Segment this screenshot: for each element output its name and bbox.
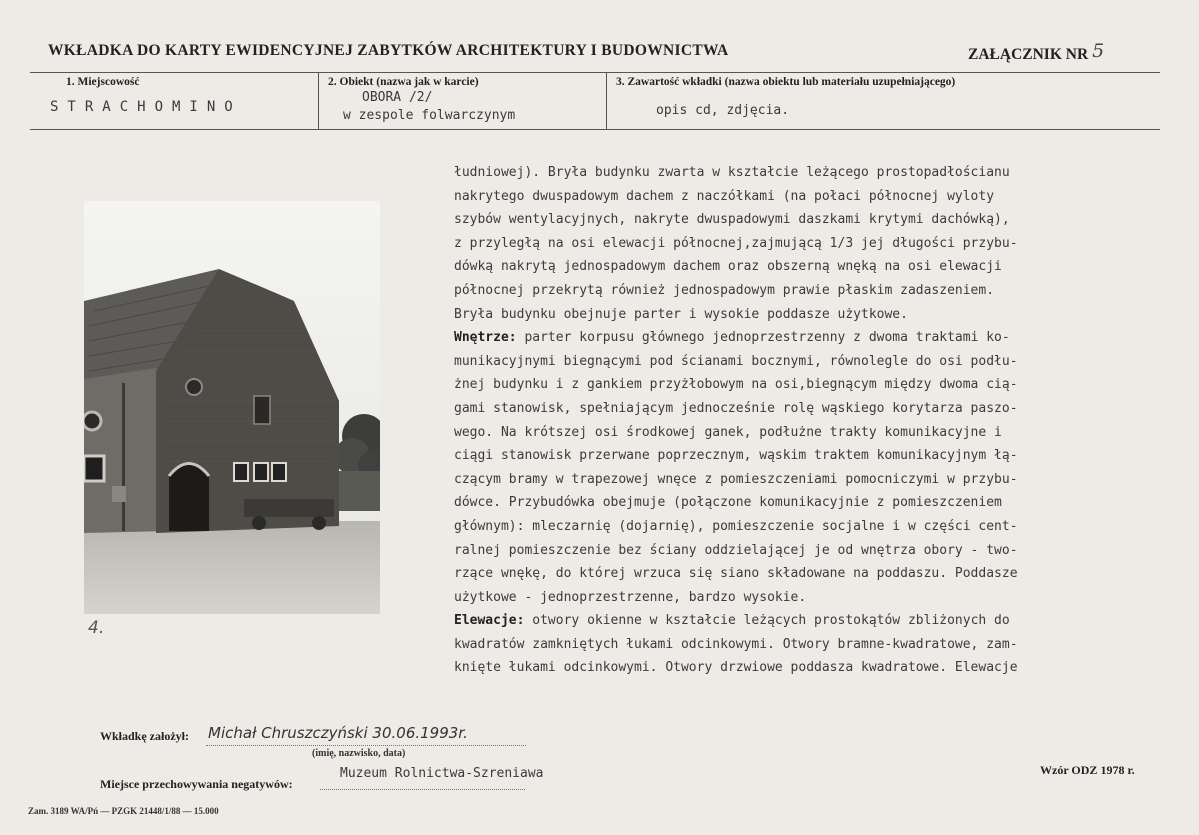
description-line-text: munikacyjnymi biegnącymi pod ścianami bocznymi, równolegle do osi podłu- — [454, 353, 1018, 369]
description-line — [454, 656, 1184, 680]
field-3-value: opis cd, zdjęcia. — [656, 103, 790, 118]
description-text — [454, 161, 1184, 680]
description-line-text: kwadratów zamkniętych łukami odcinkowymi. Otwory bramne-kwadratowe, zam- — [454, 636, 1018, 652]
negatives-value: Muzeum Rolnictwa-Szreniawa — [340, 766, 544, 781]
field-1-label: 1. Miejscowość — [66, 76, 140, 88]
founder-dotted-line — [206, 745, 526, 746]
section-heading: Elewacje: — [454, 613, 525, 629]
description-line-text: ralnej pomieszczenie bez ściany oddzielającej je od wnętrza obory - two- — [454, 542, 1018, 558]
description-line — [454, 515, 1184, 539]
print-note: Zam. 3189 WA/Pń — PZGK 21448/1/88 — 15.000 — [28, 806, 219, 816]
description-line — [454, 539, 1184, 563]
photo-number: 4. — [88, 618, 105, 638]
description-line — [454, 373, 1184, 397]
description-line — [454, 255, 1184, 279]
description-line — [454, 562, 1184, 586]
founder-value: Michał Chruszczyński 30.06.1993r. — [208, 724, 468, 742]
description-line-text: wego. Na krótszej osi środkowej ganek, podłużne trakty komunikacyjne i — [454, 424, 1002, 440]
barn-photo-image — [84, 201, 380, 614]
description-line-text: żnej budynku i z gankiem przyżłobowym na osi,biegnącym między dwoma cią- — [454, 377, 1018, 393]
annex-number: 5 — [1092, 40, 1105, 62]
field-separator-2 — [606, 72, 607, 129]
founder-sub-label: (imię, nazwisko, data) — [312, 748, 406, 759]
description-line-text: gami stanowisk, spełniającym jednocześnie rolę wąskiego korytarza paszo- — [454, 400, 1018, 416]
description-line — [454, 444, 1184, 468]
description-line-text: północnej przekrytą również jednospadowym prawie płaskim zadaszeniem. — [454, 282, 995, 298]
form-template-note: Wzór ODZ 1978 r. — [1040, 763, 1135, 777]
description-line — [454, 586, 1184, 610]
header-top-rule — [30, 72, 1160, 73]
description-line-text: Bryła budynku obejnuje parter i wysokie poddasze użytkowe. — [454, 306, 908, 322]
field-separator-1 — [318, 72, 319, 129]
description-line-text: szybów wentylacyjnych, nakryte dwuspadowymi daszkami krytymi dachówką), — [454, 212, 1010, 228]
description-line — [454, 279, 1184, 303]
description-line — [454, 185, 1184, 209]
description-line — [454, 303, 1184, 327]
description-line — [454, 326, 1184, 350]
description-line — [454, 468, 1184, 492]
description-line-text: głównym): mleczarnię (dojarnię), pomieszczenie socjalne i w części cent- — [454, 518, 1018, 534]
negatives-label: Miejsce przechowywania negatywów: — [100, 777, 293, 791]
field-2-value-line1: OBORA /2/ — [362, 90, 433, 105]
field-2-value-line2: w zespole folwarczynym — [343, 108, 516, 123]
description-line — [454, 609, 1184, 633]
description-line-text: łudniowej). Bryła budynku zwarta w kształcie leżącego prostopadłościanu — [454, 165, 1010, 180]
annex-label — [968, 42, 1104, 64]
description-line — [454, 397, 1184, 421]
header-bottom-rule — [30, 129, 1160, 130]
description-line — [454, 633, 1184, 657]
description-line-text: nakrytego dwuspadowym dachem z naczółkami (na połaci północnej wyloty — [454, 188, 995, 204]
description-line-text: rzące wnękę, do której wrzuca się siano składowane na poddaszu. Poddasze — [454, 566, 1018, 582]
description-line — [454, 350, 1184, 374]
barn-photo — [84, 201, 380, 614]
description-line-text: dówką nakrytą jednospadowym dachem oraz obszerną wnęką na osi elewacji — [454, 259, 1002, 275]
description-line-text: użytkowe - jednoprzestrzenne, bardzo wysokie. — [454, 589, 807, 605]
description-line — [454, 421, 1184, 445]
annex-label-text: ZAŁĄCZNIK NR — [968, 46, 1089, 63]
description-line-text: dówce. Przybudówka obejmuje (połączone komunikacyjnie z pomieszczeniem — [454, 495, 1002, 511]
description-line — [454, 208, 1184, 232]
description-line-text: ciągi stanowisk przerwane poprzecznym, wąskim traktem komunikacyjnym łą- — [454, 448, 1018, 464]
description-line — [454, 232, 1184, 256]
description-line-text: czącym bramy w trapezowej wnęce z pomieszczeniami pomocniczymi w przybu- — [454, 471, 1018, 487]
negatives-dotted-line — [320, 789, 525, 790]
form-title: WKŁADKA DO KARTY EWIDENCYJNEJ ZABYTKÓW ARCHITEKTURY I BUDOWNICTWA — [48, 42, 729, 59]
description-line-text: z przyległą na osi elewacji północnej,zajmującą 1/3 jej długości przybu- — [454, 235, 1018, 251]
description-line-text: parter korpusu głównego jednoprzestrzenny z dwoma traktami ko- — [516, 330, 1010, 346]
field-2-label: 2. Obiekt (nazwa jak w karcie) — [328, 76, 479, 88]
description-line-text: knięte łukami odcinkowymi. Otwory drzwiowe poddasza kwadratowe. Elewacje — [454, 660, 1018, 676]
description-line-text: otwory okienne w kształcie leżących prostokątów zbliżonych do — [524, 613, 1010, 629]
section-heading: Wnętrze: — [454, 330, 517, 346]
field-3-label: 3. Zawartość wkładki (nazwa obiektu lub materiału uzupełniającego) — [616, 76, 956, 88]
description-line — [454, 161, 1184, 185]
description-line — [454, 491, 1184, 515]
founder-label: Wkładkę założył: — [100, 729, 189, 743]
field-1-value: STRACHOMINO — [50, 99, 242, 115]
